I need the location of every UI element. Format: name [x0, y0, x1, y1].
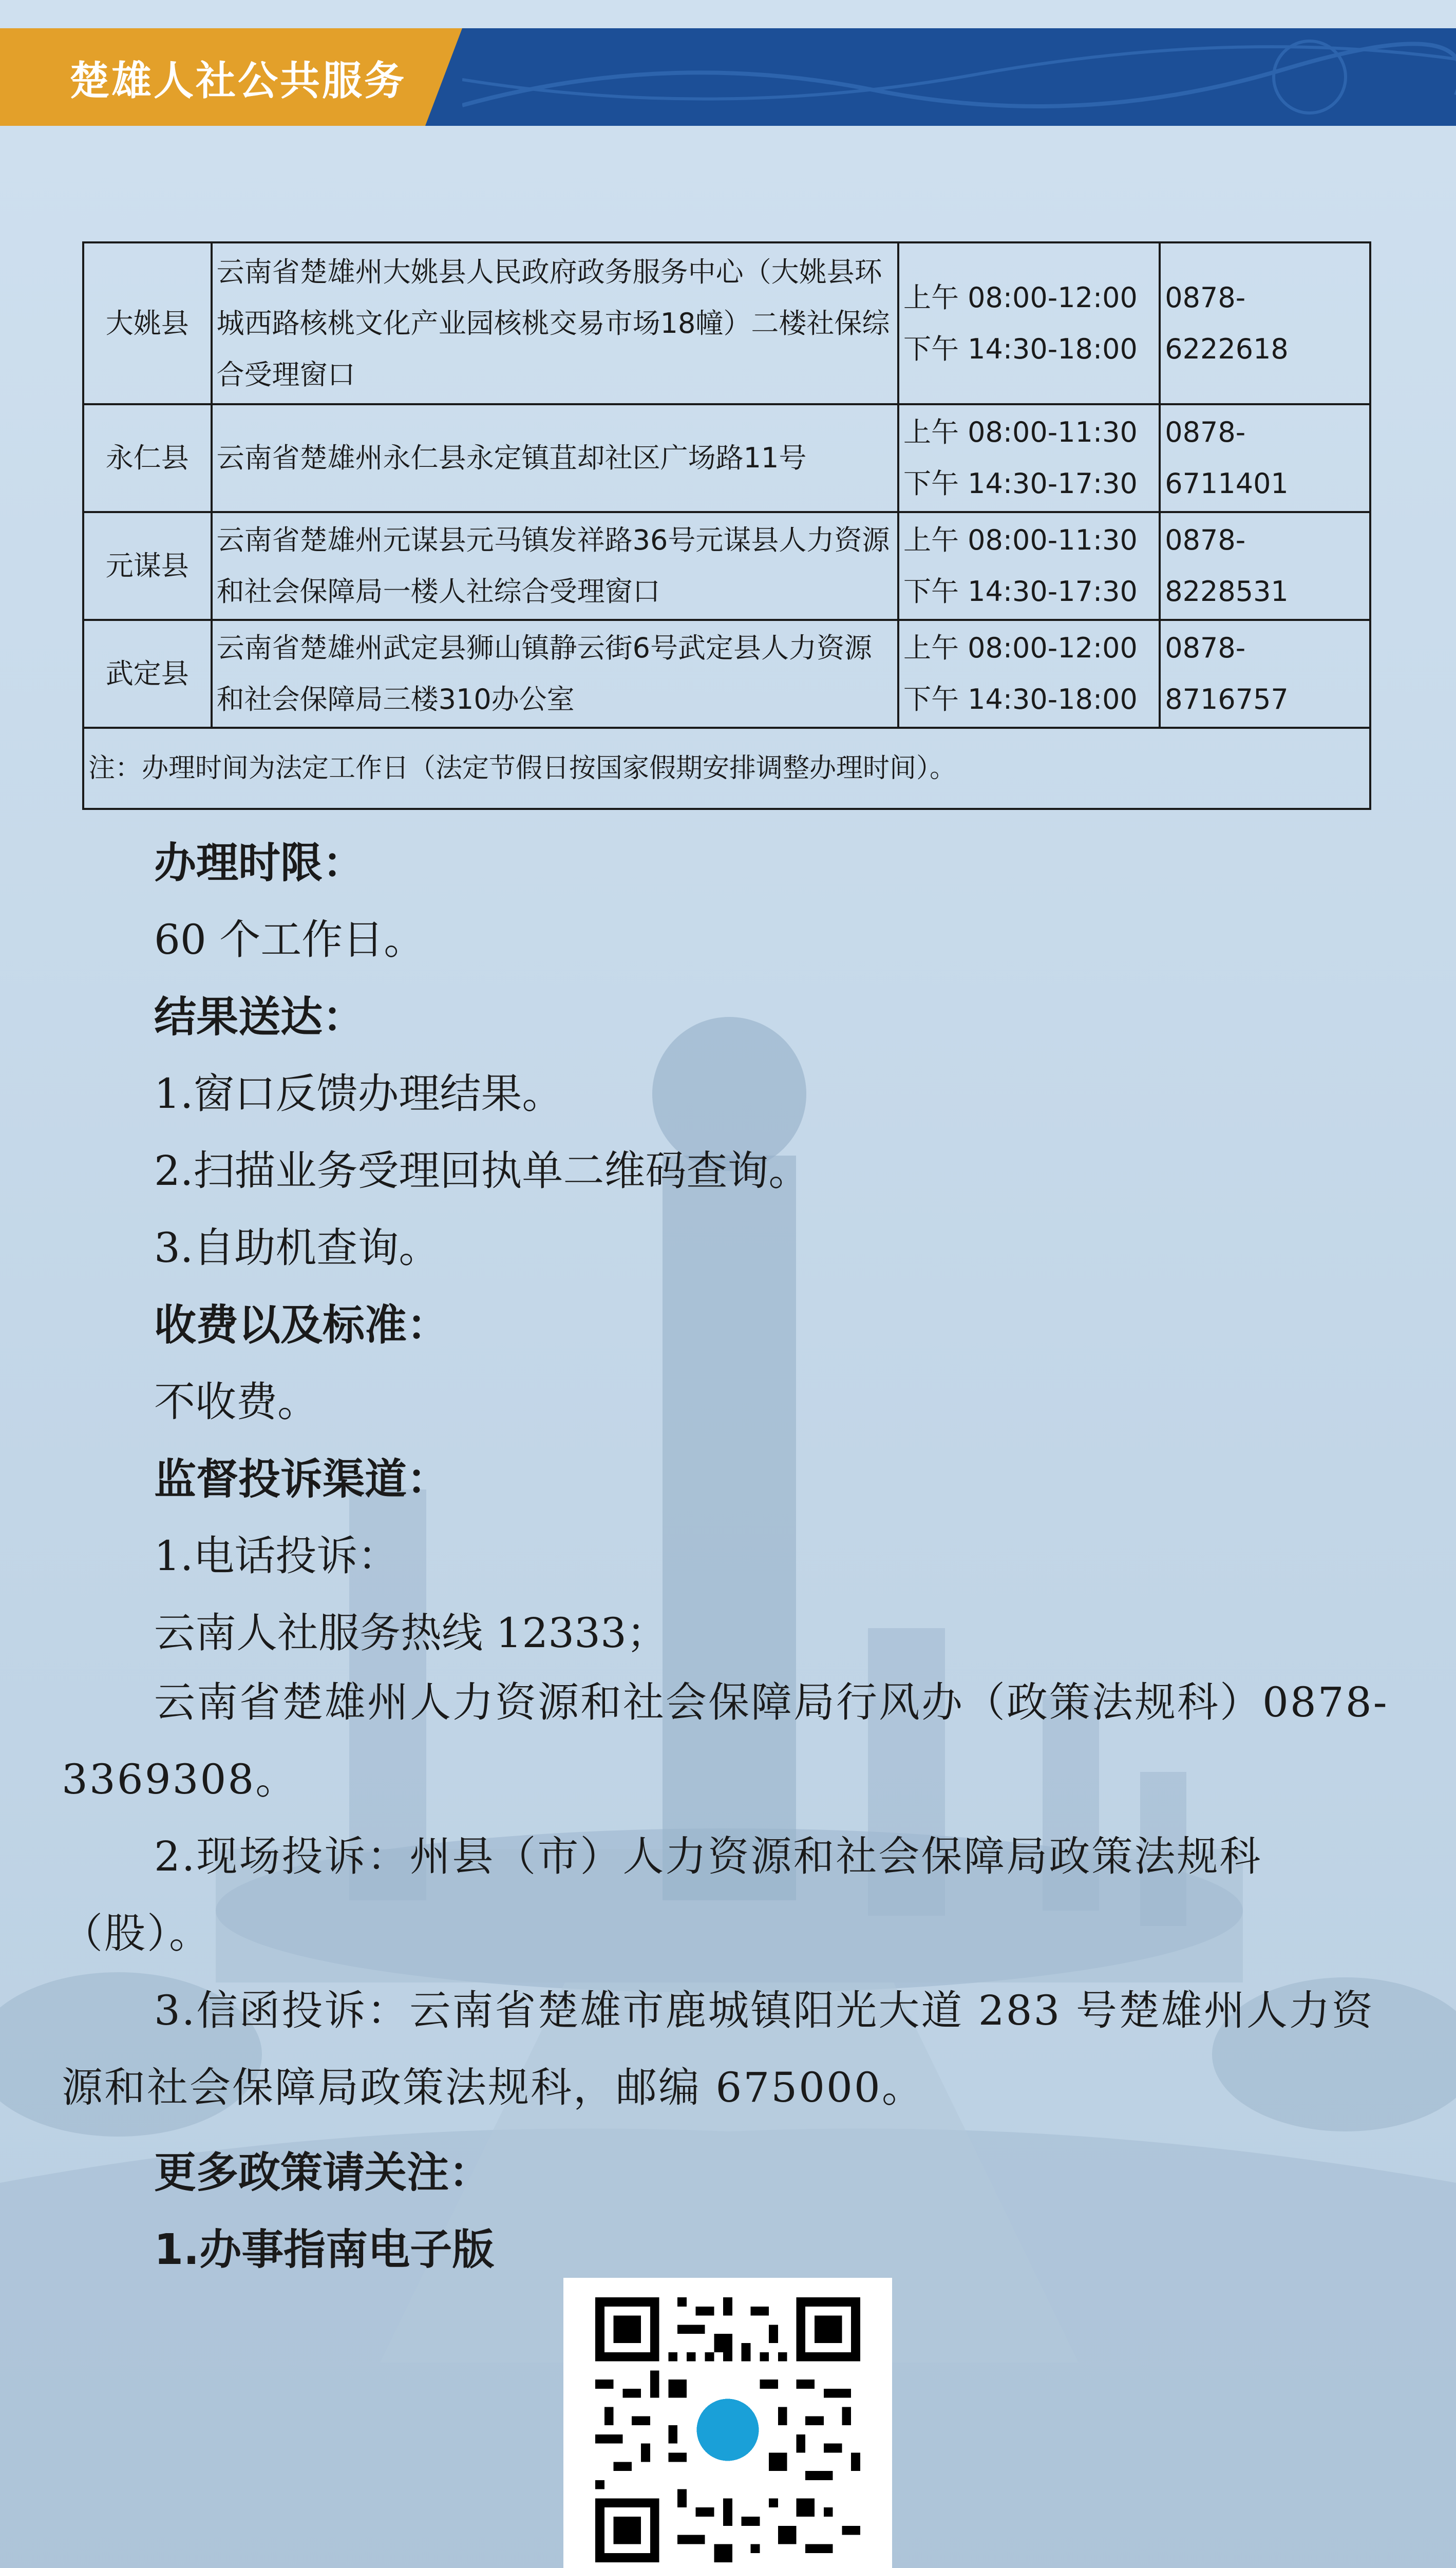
qr-caption	[563, 2563, 892, 2568]
county-cell: 元谋县	[83, 512, 212, 620]
delivery-heading: 结果送达：	[154, 993, 365, 1042]
table-row	[83, 404, 1370, 512]
fee-value: 不收费。	[154, 1378, 318, 1426]
header-title: 楚雄人社公共服务	[69, 58, 407, 104]
qr-code-card[interactable]	[563, 2278, 892, 2568]
phone-cell: 0878-8228531	[1160, 512, 1370, 620]
time-limit-heading: 办理时限：	[154, 839, 365, 888]
hours-afternoon: 下午 14:30-18:00	[903, 683, 1138, 715]
table-note-row	[83, 728, 1370, 809]
hours-cell	[898, 512, 1160, 620]
phone-cell: 0878-6222618	[1160, 242, 1370, 404]
complaint-letter: 3.信函投诉：云南省楚雄市鹿城镇阳光大道 283 号楚雄州人力资源和社会保障局政策法规科，邮编 675000。	[62, 1987, 1374, 2111]
hours-cell	[898, 404, 1160, 512]
table-note: 注：办理时间为法定工作日（法定节假日按国家假期安排调整办理时间）。	[83, 728, 1370, 809]
qr-code-icon	[595, 2297, 860, 2562]
address-cell: 云南省楚雄州永仁县永定镇苴却社区广场路11号	[212, 404, 898, 512]
phone-cell: 0878-6711401	[1160, 404, 1370, 512]
table-row	[83, 242, 1370, 404]
county-cell: 永仁县	[83, 404, 212, 512]
address-cell: 云南省楚雄州大姚县人民政府政务服务中心（大姚县环城西路核桃文化产业园核桃交易市场18幢）二楼社保综合受理窗口	[212, 242, 898, 404]
hours-afternoon: 下午 14:30-18:00	[903, 332, 1138, 365]
county-cell: 大姚县	[83, 242, 212, 404]
address-cell: 云南省楚雄州元谋县元马镇发祥路36号元谋县人力资源和社会保障局一楼人社综合受理窗口	[212, 512, 898, 620]
delivery-item-2: 2.扫描业务受理回执单二维码查询。	[154, 1147, 810, 1195]
time-limit-value: 60 个工作日。	[154, 916, 425, 964]
complaint-heading: 监督投诉渠道：	[154, 1455, 449, 1504]
guide-electronic-link[interactable]: 1.办事指南电子版	[154, 2225, 495, 2274]
hours-cell	[898, 242, 1160, 404]
hours-afternoon: 下午 14:30-17:30	[903, 575, 1138, 608]
complaint-office-phone: 云南省楚雄州人力资源和社会保障局行风办（政策法规科）0878-3369308。	[62, 1678, 1389, 1803]
delivery-item-1: 1.窗口反馈办理结果。	[154, 1070, 563, 1118]
office-table	[82, 241, 1371, 810]
delivery-item-3: 3.自助机查询。	[154, 1224, 440, 1272]
hours-morning: 上午 08:00-11:30	[903, 416, 1138, 448]
hours-morning: 上午 08:00-12:00	[903, 281, 1138, 314]
hours-afternoon: 下午 14:30-17:30	[903, 467, 1138, 500]
fee-heading: 收费以及标准：	[154, 1301, 449, 1350]
hours-morning: 上午 08:00-12:00	[903, 632, 1138, 664]
more-policy-heading: 更多政策请关注：	[154, 2148, 491, 2197]
address-cell: 云南省楚雄州武定县狮山镇静云街6号武定县人力资源和社会保障局三楼310办公室	[212, 620, 898, 728]
hours-cell	[898, 620, 1160, 728]
hours-morning: 上午 08:00-11:30	[903, 524, 1138, 556]
table-row	[83, 620, 1370, 728]
complaint-onsite: 2.现场投诉：州县（市）人力资源和社会保障局政策法规科（股）。	[62, 1833, 1262, 1957]
county-cell: 武定县	[83, 620, 212, 728]
table-row	[83, 512, 1370, 620]
complaint-phone-label: 1.电话投诉：	[154, 1532, 399, 1580]
header-wave-decoration	[462, 28, 1456, 126]
complaint-hotline: 云南人社服务热线 12333；	[154, 1609, 668, 1657]
phone-cell: 0878-8716757	[1160, 620, 1370, 728]
